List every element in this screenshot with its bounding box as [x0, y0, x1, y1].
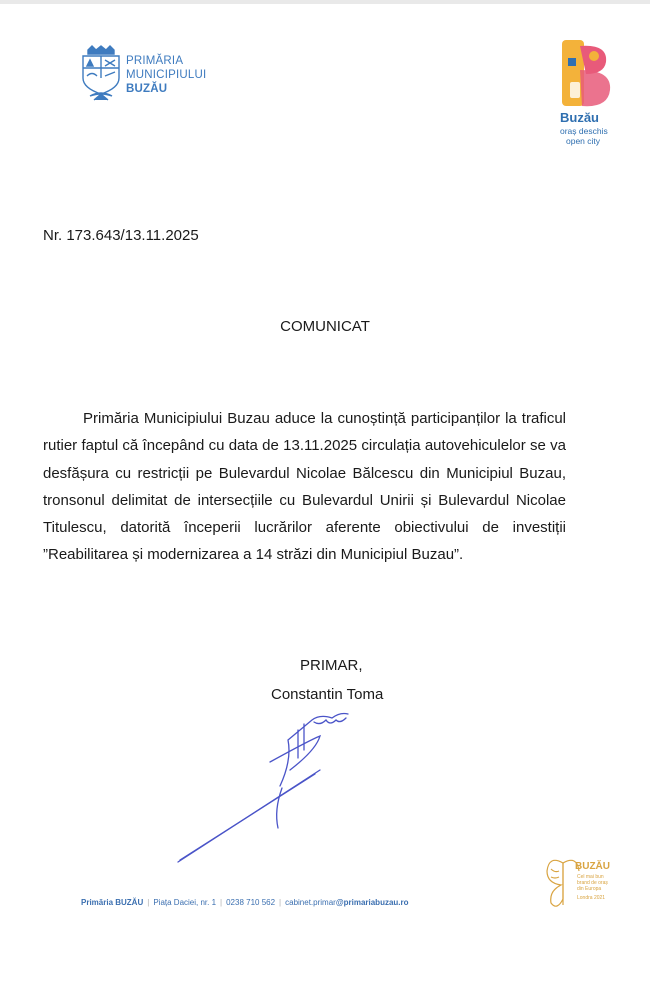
document-number: Nr. 173.643/13.11.2025 — [43, 227, 199, 244]
badge-line-1: Cel mai bun — [577, 874, 604, 880]
city-crest-icon — [80, 44, 122, 102]
logo-line-municipiului: MUNICIPIULUI — [126, 69, 207, 81]
signatory-role: PRIMAR, — [300, 657, 363, 674]
logo-city-name: Buzău — [560, 110, 599, 125]
badge-line-3: din Europa — [577, 886, 602, 892]
footer-separator: | — [279, 898, 282, 907]
footer-separator: | — [147, 898, 150, 907]
handwritten-signature — [170, 700, 370, 870]
footer-contact — [81, 898, 409, 907]
buzau-open-city-logo — [552, 40, 618, 148]
badge-line-4: Londra 2021 — [577, 895, 606, 901]
footer-email-domain: @primariabuzau.ro — [335, 898, 409, 907]
footer-phone[interactable]: 0238 710 562 — [226, 898, 276, 907]
badge-line-2: brand de oraș — [577, 880, 608, 886]
footer-address: Piața Daciei, nr. 1 — [153, 898, 217, 907]
primaria-logo — [80, 44, 220, 104]
body-paragraph: Primăria Municipiului Buzau aduce la cunoștință participanților la traficul rutier faptul că începând cu data de 13.11.2025 circulația autovehiculelor se va desfășura cu restricții pe Bulevardul Nicolae Bălcescu din Municipiul Buzau, tronsonul delimitat de intersecțiile cu Bulevardul Unirii și Bulevardul Nicolae Titulescu, datorită începerii lucrărilor aferente obiectivului de investiții ”Reabilitarea și modernizarea a 14 străzi din Municipiul Buzau”. — [43, 410, 566, 564]
logo-line-buzau: BUZĂU — [126, 83, 168, 95]
top-bar — [0, 0, 650, 4]
signatory-name: Constantin Toma — [271, 686, 384, 703]
logo-tagline-en: open city — [566, 136, 601, 146]
logo-tagline-ro: oraș deschis — [560, 126, 608, 136]
footer-org: Primăria BUZĂU — [81, 898, 144, 907]
badge-title: BUZĂU — [575, 861, 610, 872]
letter-b-logo-icon — [556, 40, 612, 110]
city-brand-award-badge — [545, 855, 623, 913]
footer-email[interactable] — [285, 898, 408, 907]
document-body — [43, 405, 566, 569]
footer-email-prefix: cabinet.primar — [285, 898, 336, 907]
logo-line-primaria: PRIMĂRIA — [126, 55, 184, 67]
document-title: COMUNICAT — [280, 318, 370, 335]
footer-separator: | — [220, 898, 223, 907]
